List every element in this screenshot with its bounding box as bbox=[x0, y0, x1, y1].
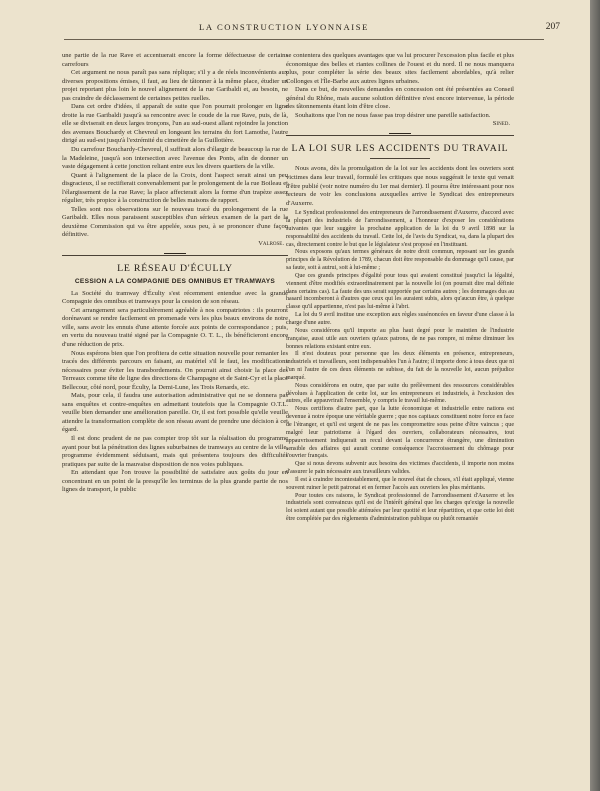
paragraph: Souhaitons que l'on ne nous fasse pas trop désirer une pareille satisfaction. bbox=[295, 111, 491, 119]
paragraph: Nous considérons en outre, que par suite du prélèvement des ressources considérables dévolues à l'application de cette loi, sur les entrepreneurs et industriels, à l'exclusion des autres, elle appauvrirait l'ensemble, y compris le travail lui-même. bbox=[286, 382, 514, 405]
quoted-text bbox=[286, 210, 514, 524]
signature: Sined. bbox=[492, 120, 510, 128]
paragraph: Il n'est douteux pour personne que les deux éléments en présence, entrepreneurs, industriels et travailleurs, sont indispensables l'un à l'autre; il importe donc à tous deux que ni l'un ni l'autre de ces deux éléments ne subisse, du fait de la nouvelle loi, aucun préjudice marqué. bbox=[286, 351, 514, 381]
section-divider bbox=[62, 253, 288, 259]
paragraph: Mais, pour cela, il faudra une autorisation administrative qui ne se donnera pas sans enquêtes et contre-enquêtes en admettant toutefois que la Compagnie O.T.L. veuille bien demander une amélioration pareille. Or, il est fort possible qu'elle veuille attendre la transformation complète de son réseau avant de prendre une décision à cet égard. bbox=[62, 392, 288, 434]
paragraph: Il est à craindre incontestablement, que le nouvel état de choses, s'il était appliqué, vienne souvent ruiner le petit patronat et en fermer l'accès aux ouvriers les plus méritants. bbox=[286, 476, 514, 491]
paragraph: Du carrefour Bouchardy-Chevreul, il suffirait alors d'élargir de beaucoup la rue de la Madeleine, jusqu'à son intersection avec l'avenue des Ponts, afin de donner un vaste dégagement à cette jonction reliant entre eux les divers quartiers de la ville. bbox=[62, 146, 288, 171]
paragraph: Quant à l'alignement de la place de la Croix, dont l'aspect serait ainsi un peu disgracieux, il se rectifierait convenablement par le prolongement de la rue Boileau et l'élargissement de la rue Rave; la place affecterait alors la forme d'un trapèze assez régulier, très propice à la construction de belles maisons de rapport. bbox=[62, 171, 288, 205]
paragraph: Dans ce but, de nouvelles demandes en concession ont été présentées au Conseil général du Rhône, mais aucune solution définitive n'est encore intervenue, la période des tâtonnements étant loin d'être close. bbox=[286, 86, 514, 111]
paragraph: Cet arrangement sera particulièrement agréable à nos compatriotes : ils pourront dorénavant se rendre facilement en promenade vers les plus beaux environs de notre ville, sans avoir les ennuis d'une attente forcée aux points de correspondance ; puis, en vertu du nouveau traité signé par la Compagnie O. T. L., ils bénéficieront encore d'une réduction de prix. bbox=[62, 306, 288, 348]
paragraph: La loi du 9 avril institue une exception aux règles susénoncées en faveur d'une classe à la charge d'une autre. bbox=[286, 312, 514, 327]
paragraph: La Société du tramway d'Éculty s'est récemment entendue avec la grande Compagnie des omnibus et tramways pour la cession de son réseau. bbox=[62, 289, 288, 306]
paragraph: Nous espérons bien que l'on profitera de cette situation nouvelle pour remanier les tracés des différents parcours en faisant, au matériel s'il le faut, les modifications nécessaires pour éviter les transbordements. On pourrait ainsi choisir la place des Terreaux comme tête de ligne des directions de Champagne et de Saint-Cyr et la place Bellecour, côté nord, pour Éculty, la Demi-Lune, les Trois Renards, etc. bbox=[62, 349, 288, 391]
article-subtitle: CESSION A LA COMPAGNIE DES OMNIBUS ET TRAMWAYS bbox=[74, 278, 276, 286]
lead-paragraph: Nous avons, dès la promulgation de la loi sur les accidents dont les ouvriers sont victimes dans leur travail, formulé les critiques que nous suggérait le texte qui venait d'être publié (voir notre numéro du 1er mai dernier). Il pourra être intéressant pour nos lecteurs de voir les conclusions auxquelles arrive le Syndicat des entrepreneurs d'Auxerre. bbox=[286, 165, 514, 207]
paragraph: Nous certifions d'autre part, que la lutte économique et industrielle entre nations est devenue à notre époque une véritable guerre ; que nos capitaux constituent notre force en face de l'étranger, et qu'il est urgent de ne pas les compromettre sous peine d'être vaincus ; que malgré leur patriotisme à l'égard des ouvriers, collaborateurs nécessaires, tout appauvrissement indiquerait un recul devant la concurrence étrangère, une diminution sensible des affaires qui aurait comme conséquence l'accroissement du chômage pour l'ouvrier français. bbox=[286, 406, 514, 460]
paragraph: Nous exposons qu'aux termes généraux de notre droit commun, reposant sur les grands principes de la Révolution de 1789, chacun doit être responsable du dommage qu'il cause, par sa faute, soit à autrui, soit à lui-même ; bbox=[286, 249, 514, 272]
paragraph: Telles sont nos observations sur le nouveau tracé du prolongement de la rue Garibaldi. Elles nous paraissent susceptibles d'un sérieux examen de la part de la deuxième Commission qui va être appelée, sous peu, à se prononcer d'une façon définitive. bbox=[62, 205, 288, 239]
paragraph: une partie de la rue Rave et accentuerait encore la forme défectueuse de certains carrefours bbox=[62, 52, 288, 68]
paragraph: Que ces grands principes d'égalité pour tous qui avaient constitué jusqu'ici la légalité, viennent d'être modifiés extraordinairement par la nouvelle loi (on pourrait dire mal définie dans certains cas). La faute des uns serait supportée par certains autres ; les dommages dus au hasard incomberont à d'autres que ceux qui les auraient subis, alors qu'aucun être, à quelque classe qu'il appartienne, n'est pas lui-même à l'abri. bbox=[286, 272, 514, 311]
paragraph: Cet argument ne nous paraît pas sans réplique; s'il y a de réels inconvénients aux diverses propositions émises, il faut, au lieu de tâtonner à la même place, étudier un projet reportant plus loin le nouvel alignement de la rue Garibaldi et, au besoin, ne pas craindre de déclassement de certaines petites ruelles. bbox=[62, 69, 288, 102]
title-rule bbox=[370, 158, 430, 161]
article-title: LA LOI SUR LES ACCIDENTS DU TRAVAIL bbox=[291, 142, 509, 154]
signature: Valrose. bbox=[258, 240, 284, 248]
paragraph: Pour toutes ces raisons, le Syndicat professionnel de l'arrondissement d'Auxerre et les industriels sont convaincus qu'il est de l'intérêt général que les charges qu'exige la nouvelle loi soient autant que possible atténuées par leur quotité et leur répartition, et que cette loi doit être complétée par des règlements d'administration publique ou plutôt remaniée bbox=[286, 492, 514, 523]
paragraph: Le Syndicat professionnel des entrepreneurs de l'arrondissement d'Auxerre, d'accord avec la plupart des industriels de l'arrondissement, a l'honneur d'exposer les considérations suivantes que leur suggère la prochaine application de la loi du 9 avril 1898 sur la responsabilité des accidents du travail. Cette loi, de l'avis du Syndicat, va, dans la plupart des cas, directement contre le but que le législateur s'est proposé en l'instituant. bbox=[286, 210, 514, 248]
section-divider bbox=[286, 133, 514, 139]
page-number: 207 bbox=[545, 22, 560, 32]
running-title: LA CONSTRUCTION LYONNAISE bbox=[199, 22, 369, 32]
paragraph: Que si nous devons subvenir aux besoins des victimes d'accidents, il importe non moins d'assurer le pain nécessaire aux travailleurs valides. bbox=[286, 461, 514, 476]
paragraph: Nous considérons qu'il importe au plus haut degré pour le maintien de l'industrie française, aussi utile aux ouvriers qu'aux patrons, de ne pas rompre, ni même diminuer les bonnes relations existant entre eux. bbox=[286, 327, 514, 350]
article-title: LE RÉSEAU D'ÉCULLY bbox=[117, 262, 233, 274]
paragraph: Il est donc prudent de ne pas compter trop tôt sur la réalisation du programme ayant pour but la pénétration des lignes suburbaines de tramways au centre de la ville, programme évidemment séduisant, mais qui présentera toujours des difficultés pratiques par suite de la mauvaise disposition de nos voies publiques. bbox=[62, 434, 288, 468]
right-column bbox=[286, 52, 514, 524]
header-rule bbox=[64, 39, 544, 40]
paragraph: se contentera des quelques avantages que va lui procurer l'excession plus facile et plus économique des belles et riantes collines de l'ouest et du nord. Il ne nous manquera plus, pour compléter la série des beaux sites facilement abordables, qu'à relier Collonges et l'Île-Barbe aux autres lignes urbaines. bbox=[286, 52, 514, 85]
paragraph: En attendant que l'on trouve la possibilité de satisfaire aux goûts du jour en concentrant en un point de la presqu'île les terminus de la plus grande partie de nos lignes de transport, le public bbox=[62, 469, 288, 494]
book-binding-edge bbox=[590, 0, 600, 791]
paragraph: Dans cet ordre d'idées, il apparaît de suite que l'on pourrait prolonger en ligne droite la rue Garibaldi jusqu'à sa rencontre avec le coude de la rue Rave, puis, de là, elle se diviserait en deux larges tronçons, l'un au sud-ouest allant rejoindre la jonction des avenues Bouchardy et Chevreul en longeant les terrains du fort Lamothe, l'autre dirigé au sud-est jusqu'à l'extrémité du cimetière de la Guillotière. bbox=[62, 103, 288, 145]
left-column bbox=[62, 52, 288, 495]
